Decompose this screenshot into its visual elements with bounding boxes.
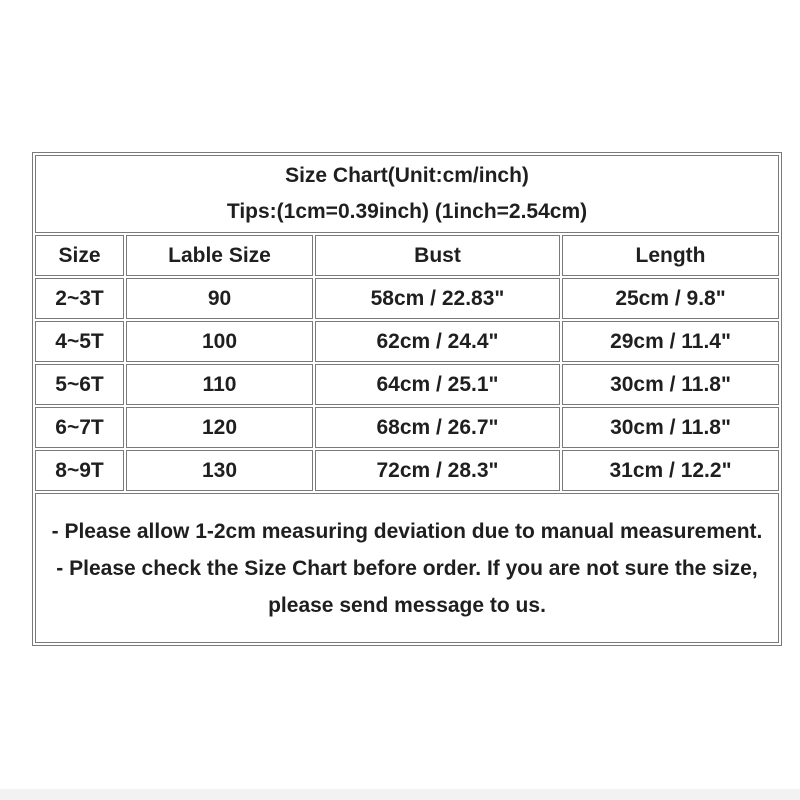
cell-label-size: 110	[126, 364, 313, 405]
title-row	[35, 155, 779, 233]
cell-size: 5~6T	[35, 364, 124, 405]
cell-length: 31cm / 12.2"	[562, 450, 779, 491]
chart-title: Size Chart(Unit:cm/inch)	[285, 164, 529, 187]
table-row	[35, 278, 779, 319]
cell-size: 4~5T	[35, 321, 124, 362]
header-row	[35, 235, 779, 276]
cell-label-size: 90	[126, 278, 313, 319]
cell-length: 30cm / 11.8"	[562, 407, 779, 448]
table-row	[35, 321, 779, 362]
cell-length: 29cm / 11.4"	[562, 321, 779, 362]
conversion-tips: Tips:(1cm=0.39inch) (1inch=2.54cm)	[226, 200, 588, 223]
header-size: Size	[35, 235, 124, 276]
header-length: Length	[562, 235, 779, 276]
cell-length: 25cm / 9.8"	[562, 278, 779, 319]
cell-label-size: 130	[126, 450, 313, 491]
note-measuring-deviation: - Please allow 1-2cm measuring deviation due to manual measurement.	[51, 519, 763, 543]
cell-label-size: 100	[126, 321, 313, 362]
chart-title-cell	[35, 155, 779, 233]
size-chart-table	[32, 152, 782, 646]
cell-size: 6~7T	[35, 407, 124, 448]
table-row	[35, 450, 779, 491]
cell-bust: 64cm / 25.1"	[315, 364, 560, 405]
cell-bust: 58cm / 22.83"	[315, 278, 560, 319]
cell-bust: 72cm / 28.3"	[315, 450, 560, 491]
notes-cell	[35, 493, 779, 643]
table-row	[35, 364, 779, 405]
note-check-size-chart: - Please check the Size Chart before order. If you are not sure the size, please send message to us.	[56, 556, 758, 617]
cell-size: 2~3T	[35, 278, 124, 319]
cell-label-size: 120	[126, 407, 313, 448]
bottom-strip	[0, 789, 800, 800]
cell-size: 8~9T	[35, 450, 124, 491]
cell-length: 30cm / 11.8"	[562, 364, 779, 405]
cell-bust: 62cm / 24.4"	[315, 321, 560, 362]
header-bust: Bust	[315, 235, 560, 276]
notes-row	[35, 493, 779, 643]
header-label-size: Lable Size	[126, 235, 313, 276]
table-row	[35, 407, 779, 448]
cell-bust: 68cm / 26.7"	[315, 407, 560, 448]
